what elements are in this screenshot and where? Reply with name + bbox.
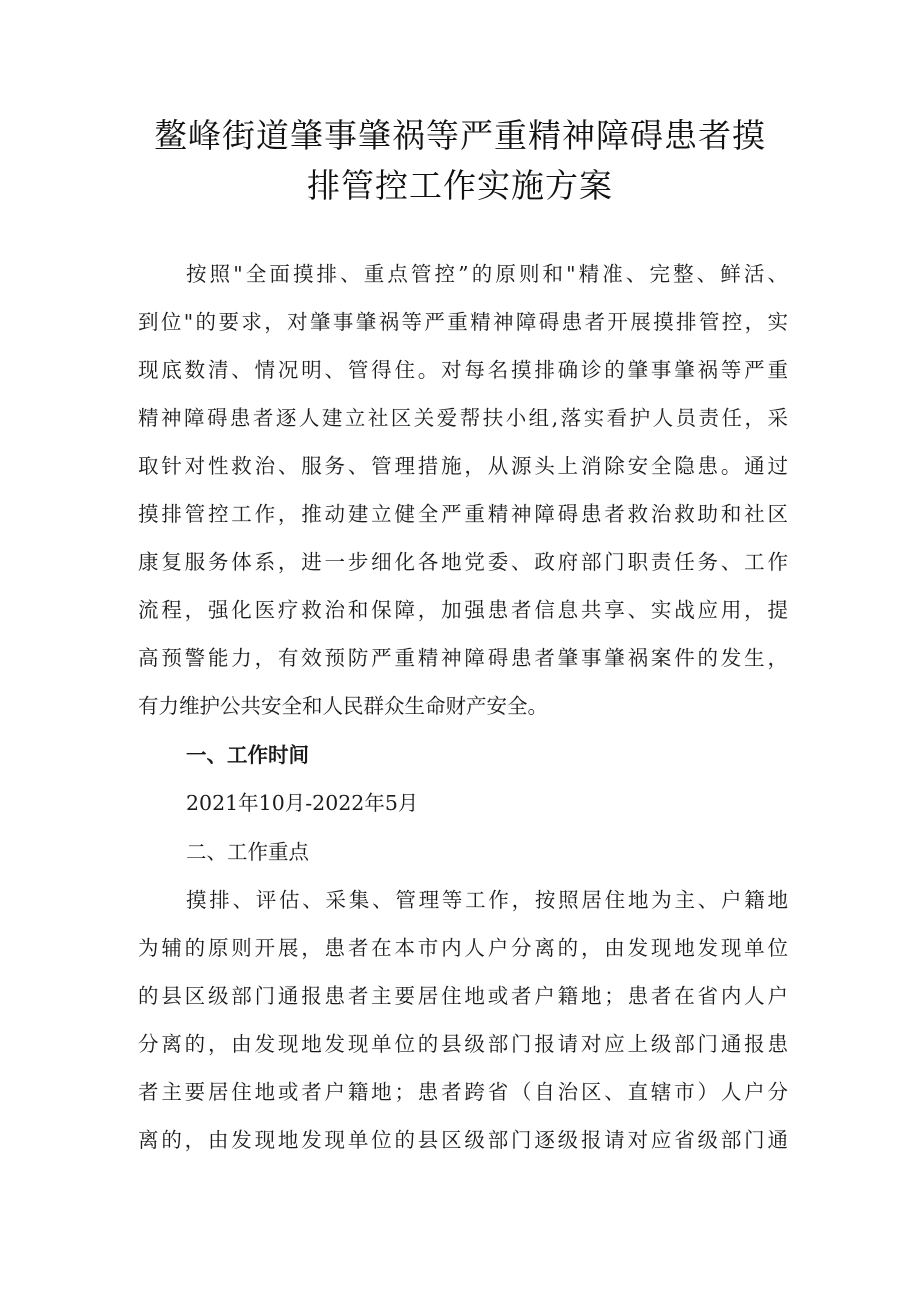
section2-line-2: 为辅的原则开展，患者在本市内人户分离的，由发现地发现单位	[138, 936, 788, 960]
intro-line-8: 流程，强化医疗救治和保障，加强患者信息共享、实战应用，提	[138, 598, 788, 622]
section2-line-5: 者主要居住地或者户籍地；患者跨省（自治区、直辖市）人户分	[138, 1080, 788, 1104]
document-title-line-1: 鳌峰街道肇事肇祸等严重精神障碍患者摸	[154, 116, 766, 155]
section2-line-1: 摸排、评估、采集、管理等工作，按照居住地为主、户籍地	[186, 888, 788, 912]
intro-line-5: 取针对性救治、服务、管理措施，从源头上消除安全隐患。通过	[138, 454, 788, 478]
intro-line-2: 到位"的要求，对肇事肇祸等严重精神障碍患者开展摸排管控，实	[138, 310, 788, 334]
section1-text: 2021年10月-2022年5月	[186, 791, 419, 815]
section1-heading: 一、工作时间	[186, 743, 309, 767]
intro-line-6: 摸排管控工作，推动建立健全严重精神障碍患者救治救助和社区	[138, 502, 788, 526]
intro-line-9: 高预警能力，有效预防严重精神障碍患者肇事肇祸案件的发生，	[138, 646, 788, 670]
intro-line-1: 按照"全面摸排、重点管控”的原则和"精准、完整、鲜活、	[186, 262, 788, 286]
intro-line-7: 康复服务体系，进一步细化各地党委、政府部门职责任务、工作	[138, 550, 788, 574]
intro-line-3: 现底数清、情况明、管得住。对每名摸排确诊的肇事肇祸等严重	[138, 358, 788, 382]
document-title-line-2: 排管控工作实施方案	[307, 166, 613, 205]
section2-line-3: 的县区级部门通报患者主要居住地或者户籍地；患者在省内人户	[138, 984, 788, 1008]
intro-line-4: 精神障碍患者逐人建立社区关爱帮扶小组,落实看护人员责任，采	[138, 406, 788, 430]
section2-heading: 二、工作重点	[186, 840, 309, 864]
section2-line-6: 离的，由发现地发现单位的县区级部门逐级报请对应省级部门通	[138, 1128, 788, 1152]
section2-line-4: 分离的，由发现地发现单位的县级部门报请对应上级部门通报患	[138, 1032, 788, 1056]
intro-line-10: 有力维护公共安全和人民群众生命财产安全。	[138, 694, 548, 718]
